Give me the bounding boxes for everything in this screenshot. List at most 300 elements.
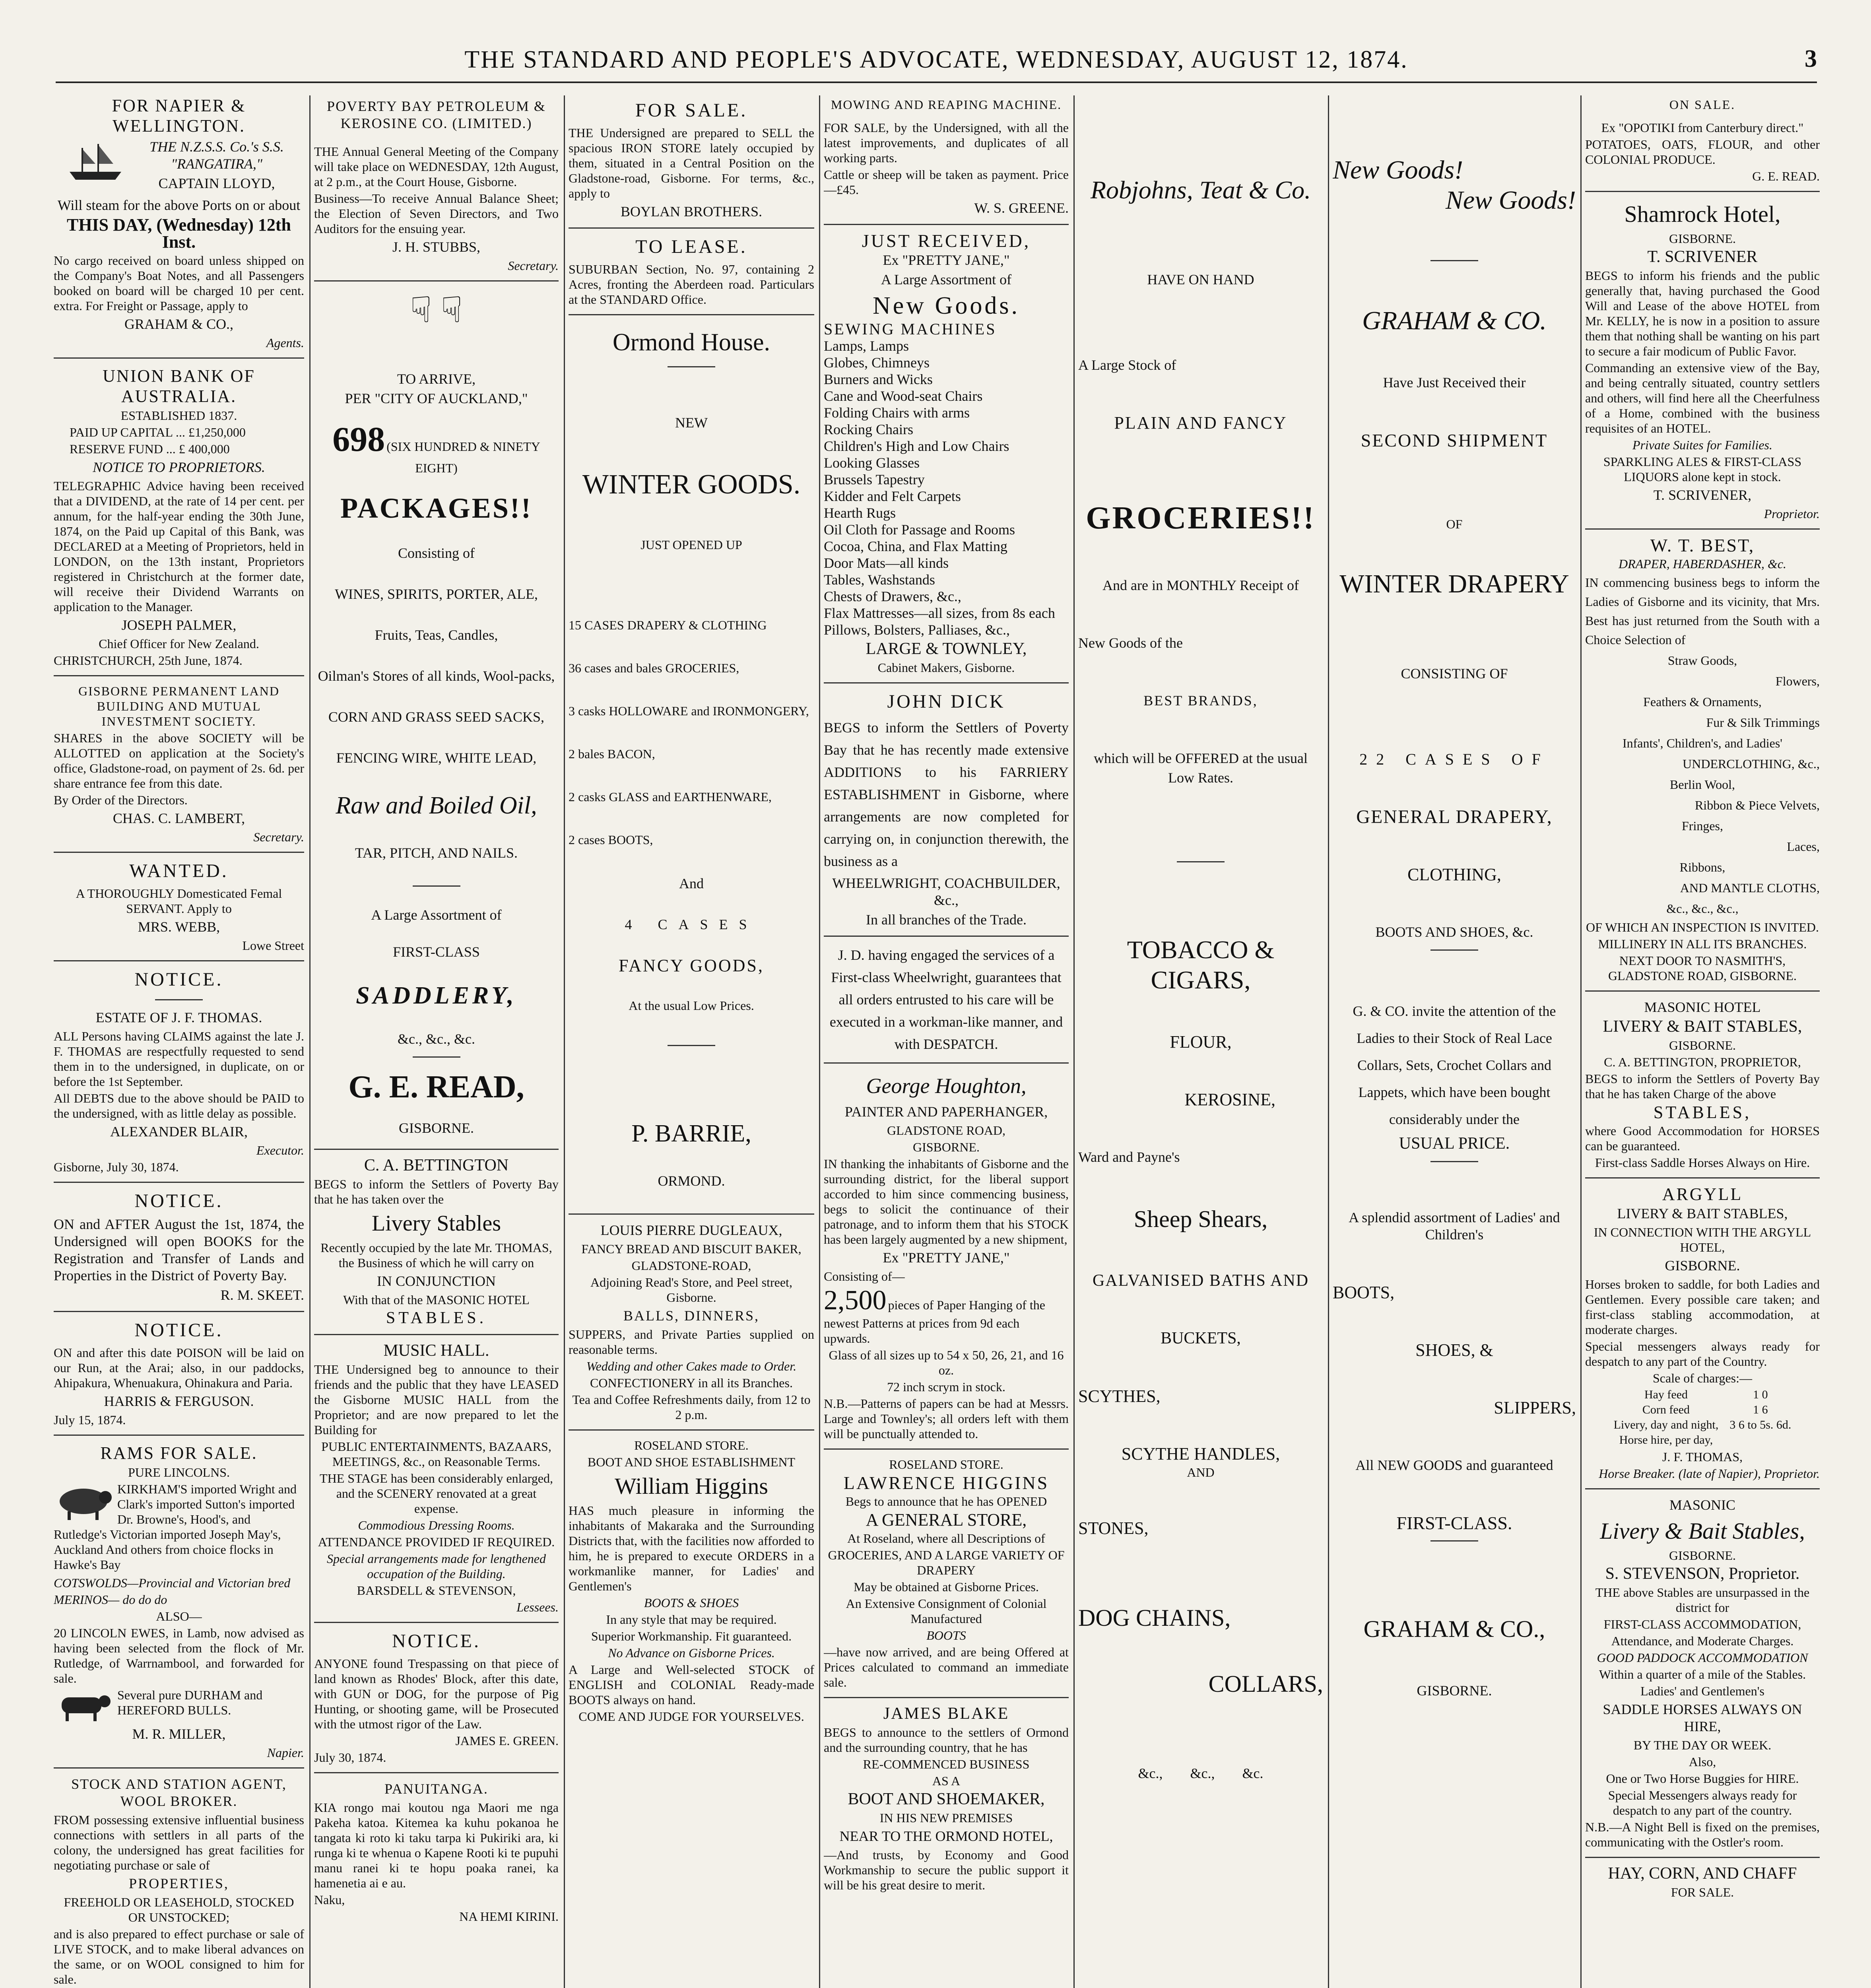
ad-heading: HAY, CORN, AND CHAFF (1608, 1864, 1797, 1883)
ad-body: Commanding an extensive view of the Bay, and being centrally situated, country settlers and others, will find here all the Cheerfulness of a Home, combined with the business requisites of an HOTEL. (1585, 361, 1820, 435)
ad-heading: ROSELAND STORE. (634, 1438, 749, 1452)
ad-role: Chief Officer for New Zealand. (99, 637, 259, 651)
ad-body: Have Just Received their (1383, 375, 1526, 390)
ad-body: With that of the MASONIC HOTEL (343, 1293, 530, 1307)
ad-place: GISBORNE. (912, 1140, 980, 1154)
ad-place: GISBORNE. (1669, 1548, 1736, 1563)
spacer (1333, 1246, 1576, 1281)
pointing-hand-icon: ☟ ☟ (410, 291, 463, 330)
ad-body: POTATOES, OATS, FLOUR, and other COLONIAL PRODUCE. (1585, 137, 1820, 167)
page-number: 3 (1805, 45, 1817, 72)
ad-body: MILLINERY IN ALL ITS BRANCHES. (1598, 937, 1807, 951)
ad-signature: ALEXANDER BLAIR, (110, 1124, 248, 1140)
spacer (1078, 1110, 1323, 1146)
ad-heading: PACKAGES!! (340, 492, 532, 524)
ad-body: —And trusts, by Economy and Good Workmanship to secure the public support it will be his great desire to merit. (824, 1848, 1069, 1892)
ad-item: SADDLERY, (356, 982, 517, 1009)
spacer (1078, 712, 1323, 747)
ad-rams (54, 1443, 304, 1760)
ad-subheading: DRAPER, HABERDASHER, &c. (1618, 557, 1787, 571)
ad-body: And (679, 876, 704, 891)
ad-place: GISBORNE. (1669, 231, 1736, 246)
ad-body: Ex "PRETTY JANE," (883, 252, 1010, 268)
ad-body: BEGS to inform his friends and the public generally that, having purchased the Good Will and Lease of the above HOTEL from Mr. KELLY, he is now in a position to assure them that nothing shall be wanting on his part to secure a fair modicum of Public Favor. (1585, 268, 1820, 358)
divider (824, 1448, 1069, 1450)
ad-heading: JAMES BLAKE (883, 1705, 1009, 1723)
ad-heading: TO LEASE. (635, 236, 747, 257)
ad-signature: T. SCRIVENER (1647, 248, 1758, 266)
ad-body: Ex "OPOTIKI from Canterbury direct." (1601, 120, 1804, 135)
column-6 (1333, 95, 1576, 1988)
ad-body: A Large Assortment of (371, 907, 502, 923)
goods-list-item: Door Mats—all kinds (824, 555, 949, 571)
table-cell (1724, 1433, 1797, 1448)
ad-heading: New Goods! (1333, 155, 1463, 184)
table-cell: 3 6 to 5s. 6d. (1729, 1418, 1791, 1431)
spacer (569, 1055, 814, 1118)
ad-body: May be obtained at Gisborne Prices. (854, 1580, 1039, 1594)
ad-body: A splendid assortment of Ladies' and Children's (1349, 1209, 1560, 1242)
ad-place: Napier. (267, 1745, 304, 1760)
spacer (1078, 995, 1323, 1031)
ship-date: THIS DAY, (Wednesday) 12th Inst. (66, 215, 291, 252)
page-title: THE STANDARD AND PEOPLE'S ADVOCATE, WEDNESDAY, AUGUST 12, 1874. (464, 46, 1408, 73)
spacer (1333, 685, 1576, 748)
ad-body: IN CONNECTION WITH THE ARGYLL HOTEL, (1593, 1225, 1811, 1254)
ad-ormond-house (569, 327, 814, 1190)
ad-body: which will be OFFERED at the usual (1094, 750, 1308, 766)
spacer (1078, 654, 1323, 690)
ad-body: FOR SALE, by the Undersigned, with all the latest improvements, and duplicates of all working parts. (824, 120, 1069, 165)
spacer (1078, 1234, 1323, 1270)
ad-body: Will steam for the above Ports on or about (57, 197, 301, 213)
ad-body: Low Rates. (1168, 770, 1233, 786)
ad-body: Commodious Dressing Rooms. (358, 1518, 515, 1532)
ad-heading: NOTICE. (134, 969, 223, 990)
ad-subheading: FOR SALE. (1671, 1885, 1734, 1899)
goods-list-item: Oil Cloth for Passage and Rooms (824, 522, 1015, 538)
column-rule (1328, 95, 1329, 1988)
ad-body: An Extensive Consignment of Colonial Manufactured (846, 1596, 1047, 1626)
ad-body: A Large Assortment of (881, 272, 1012, 287)
ad-signature: C. A. BETTINGTON, PROPRIETOR, (1604, 1055, 1801, 1069)
goods-list-item: Folding Chairs with arms (824, 405, 970, 421)
ad-role: Cabinet Makers, Gisborne. (877, 660, 1015, 675)
ad-signature: LARGE & TOWNLEY, (866, 640, 1027, 658)
spacer (569, 434, 814, 470)
ad-body: —have now arrived, and are being Offered at Prices calculated to command an immediate sale. (824, 1645, 1069, 1689)
ad-heading: NOTICE. (392, 1631, 481, 1652)
ad-body: HAVE ON HAND (1147, 272, 1254, 287)
ad-body: CONSISTING OF (1401, 666, 1508, 681)
ad-body: USUAL PRICE. (1399, 1134, 1510, 1153)
ad-subheading: PAINTER AND PAPERHANGER, (844, 1104, 1048, 1120)
ad-item: FANCY GOODS, (619, 956, 764, 975)
goods-list-item: Fringes, (1682, 819, 1723, 833)
ad-body: A Large Stock of (1078, 357, 1176, 373)
ad-date: July 30, 1874. (314, 1750, 386, 1765)
ad-role: Agents. (266, 336, 304, 350)
ad-body: SUBURBAN Section, No. 97, containing 2 Acres, fronting the Aberdeen road. Particulars at the STANDARD Office. (569, 262, 814, 307)
ad-role: Secretary. (253, 830, 304, 844)
ad-best-draper (1585, 537, 1820, 983)
divider (569, 227, 814, 229)
ad-body: NEAR TO THE ORMOND HOTEL, (839, 1828, 1053, 1844)
spacer (1078, 1349, 1323, 1385)
goods-list-item: UNDERCLOTHING, &c., (1683, 757, 1820, 771)
spacer (1333, 215, 1576, 251)
ad-body: FROM possessing extensive influential business connections with settlers in all parts of the colony, the undersigned has great facilities for negotiating purchase or sale of (54, 1813, 304, 1872)
ad-body: ON and AFTER August the 1st, 1874, the Undersigned will open BOOKS for the Registration and Transfer of Lands and Properties in the District of Poverty Bay. (54, 1216, 304, 1283)
ad-body: Special Messengers always ready for despatch to any part of the country. (1608, 1788, 1797, 1817)
ad-body: Glass of all sizes up to 54 x 50, 26, 21, and 16 oz. (829, 1348, 1064, 1377)
ad-item: BOOTS, (1333, 1283, 1395, 1302)
ship-name: THE N.Z.S.S. Co.'s S.S. "RANGATIRA," (149, 139, 284, 172)
ad-body: SHARES in the above SOCIETY will be ALLOTTED on application at the Society's office, Gladstone-road, on payment of 2s. 6d. per share entrance fee from this date. (54, 731, 304, 790)
table-cell: Livery, day and night, (1613, 1418, 1719, 1431)
spacer (1333, 394, 1576, 429)
ad-body: A Large and Well-selected STOCK of ENGLISH and COLONIAL Ready-made BOOTS always on hand. (569, 1662, 814, 1707)
goods-list-item: Looking Glasses (824, 455, 920, 471)
ad-shamrock-hotel (1585, 199, 1820, 521)
ad-place: ORMOND. (658, 1173, 725, 1189)
ad-item: COLLARS, (1208, 1671, 1323, 1697)
table-row (1608, 1402, 1797, 1417)
ad-heading: ROSELAND STORE. (889, 1457, 1003, 1472)
ad-heading: New Goods! (1445, 186, 1576, 215)
column-3 (569, 95, 814, 1988)
ad-body: ALL Persons having CLAIMS against the late J. F. THOMAS are respectfully requested to send them in to the undersigned, in duplicate, on or before the 1st September. (54, 1029, 304, 1089)
ad-body: All DEBTS due to the above should be PAID to the undersigned, with as little delay as possible. (54, 1091, 304, 1120)
ad-signature: HARRIS & FERGUSON. (104, 1393, 254, 1409)
ad-subheading: PROPERTIES, (129, 1875, 229, 1891)
divider (314, 1772, 559, 1773)
ad-subheading: STABLES. (386, 1309, 487, 1327)
ad-item: TAR, PITCH, AND NAILS. (355, 845, 518, 861)
ad-body: 72 inch scrym in stock. (887, 1380, 1005, 1394)
ad-item: WINES, SPIRITS, PORTER, ALE, (335, 586, 538, 602)
ad-signature: R. M. SKEET. (220, 1287, 304, 1303)
ad-item: CLOTHING, (1407, 865, 1501, 884)
ad-for-sale (569, 99, 814, 220)
ad-roseland-boots (569, 1438, 814, 1724)
divider (1585, 191, 1820, 192)
spacer (1078, 291, 1323, 354)
divider (1430, 949, 1478, 951)
ad-signature: BOYLAN BROTHERS. (620, 204, 763, 219)
ad-body: Consisting of (398, 545, 475, 561)
goods-list-item: Kidder and Felt Carpets (824, 488, 961, 504)
ad-body: GROCERIES, AND A LARGE VARIETY OF DRAPERY (828, 1548, 1065, 1577)
ad-building-society (54, 683, 304, 845)
package-count-words: (SIX HUNDRED & NINETY EIGHT) (386, 439, 540, 475)
ad-body: G. & CO. invite the attention of the Ladies to their Stock of Real Lace Collars, Sets, Crochet Collars and Lappets, which have been bought considerably under the (1353, 1003, 1556, 1127)
ad-date: Gisborne, July 30, 1874. (54, 1160, 179, 1174)
spacer (1333, 533, 1576, 569)
ad-estate-notice (54, 969, 304, 1175)
spacer (1333, 1550, 1576, 1614)
divider (314, 1622, 559, 1623)
spacer (1333, 1644, 1576, 1680)
ad-body: OF (1446, 517, 1463, 531)
ad-body: First-class Saddle Horses Always on Hire. (1595, 1155, 1810, 1170)
ad-item: SCYTHES, (1078, 1386, 1161, 1406)
ad-body: THE Undersigned are prepared to SELL the spacious IRON STORE lately occupied by them, situated in a Central Position on the Gladstone-road, Gisborne. For terms, &c., apply to (569, 126, 814, 200)
spacer (1078, 539, 1323, 575)
ad-item: SCYTHE HANDLES, (1121, 1444, 1280, 1464)
table-cell: Corn feed (1642, 1403, 1690, 1416)
ad-heading: FOR SALE. (635, 100, 748, 121)
ad-stock-agent (54, 1776, 304, 1988)
ad-heading: POVERTY BAY PETROLEUM & KEROSINE CO. (LIMITED.) (327, 98, 546, 131)
ad-body: pieces of Paper Hanging of the newest Patterns at prices from 9d each upwards. (824, 1298, 1045, 1345)
spacer (569, 554, 814, 590)
divider (824, 682, 1069, 683)
bank-capital: PAID UP CAPITAL ... £1,250,000 (70, 425, 246, 439)
ad-heading: MASONIC (1669, 1497, 1736, 1513)
ship-captain: CAPTAIN LLOYD, (158, 175, 275, 191)
spacer (1333, 1171, 1576, 1207)
ad-body: Tea and Coffee Refreshments daily, from 12 to 2 p.m. (572, 1392, 811, 1422)
ad-body: &c., &c., &c. (398, 1031, 475, 1047)
ad-subheading: WINTER DRAPERY (1339, 569, 1569, 598)
spacer (1078, 871, 1323, 935)
ad-body: Within a quarter of a mile of the Stables. (1599, 1667, 1806, 1681)
ad-subheading: STABLES, (1653, 1103, 1752, 1122)
ad-body: Ex "PRETTY JANE," (883, 1250, 1010, 1266)
table-row (1608, 1387, 1797, 1402)
ad-body: Private Suites for Families. (1632, 438, 1772, 452)
spacer (1078, 596, 1323, 632)
divider (314, 280, 559, 282)
table-row (1608, 1433, 1797, 1448)
ad-signature: W. S. GREENE. (974, 200, 1069, 216)
ad-body: Adjoining Read's Store, and Peel street, Gisborne. (590, 1275, 792, 1305)
ad-body: KIA rongo mai koutou nga Maori me nga Pakeha katoa. Kitemea ka kuhu pokanoa he tangata ki roto ki taku tarpa ki Pukiriki ara, ki runga ki te whenua o Kapene Rooti ki te pupuhi manu ranei ki te hopu poaka ranei, ka hamenetia ai e au. (314, 1800, 559, 1890)
goods-list-item: Pillows, Bolsters, Palliases, &c., (824, 622, 1010, 638)
ad-signature: NA HEMI KIRINI. (459, 1909, 559, 1924)
ad-body: BEGS to announce to the settlers of Ormond and the surrounding country, that he has (824, 1725, 1069, 1755)
ad-john-dick (824, 691, 1069, 1055)
ad-subheading: Livery & Bait Stables, (1600, 1518, 1805, 1544)
divider (54, 960, 304, 961)
ad-skeet-notice (54, 1190, 304, 1304)
goods-list-item: AND MANTLE CLOTHS, (1680, 881, 1820, 895)
ad-heading: RAMS FOR SALE. (100, 1443, 258, 1463)
goods-list-item: Ribbons, (1679, 860, 1725, 874)
goods-list-item: Hearth Rugs (824, 505, 896, 521)
divider (413, 885, 460, 887)
ad-body: N.B.—A Night Bell is fixed on the premises, communicating with the Ostler's room. (1585, 1820, 1820, 1849)
ad-body: and is also prepared to effect purchase or sale of LIVE STOCK, and to make liberal advances on the same, or on WOOL consigned to him for sale. (54, 1927, 304, 1986)
ad-item: Fruits, Teas, Candles, (375, 627, 498, 643)
table-row (1608, 1417, 1797, 1433)
spacer (1333, 959, 1576, 995)
table-cell: Horse hire, per day, (1619, 1433, 1713, 1446)
ad-body: ON and after this date POISON will be laid on our Run, at the Arai; also, in our paddocks, Ahipakura, Whenuakura, Ohinakura and Paria. (54, 1345, 304, 1390)
ad-body: Superior Workmanship. Fit guaranteed. (591, 1629, 792, 1643)
ad-masonic-stables (1585, 1497, 1820, 1850)
divider (824, 936, 1069, 937)
ad-subheading: GROCERIES!! (1086, 501, 1316, 536)
ad-signature: MRS. WEBB, (138, 919, 220, 935)
ad-signature: JAMES E. GREEN. (455, 1734, 559, 1748)
divider (824, 1697, 1069, 1698)
ad-robjohns (1078, 95, 1323, 1782)
ad-item: BOOTS AND SHOES, &c. (1375, 924, 1533, 940)
divider (54, 1435, 304, 1436)
divider (1585, 1177, 1820, 1178)
ad-subheading: BOOT AND SHOE ESTABLISHMENT (587, 1455, 796, 1469)
spacer (1078, 1168, 1323, 1204)
column-rule (309, 95, 311, 1988)
ad-body: SPARKLING ALES & FIRST-CLASS LIQUORS alone kept in stock. (1603, 454, 1802, 484)
ad-to-lease (569, 236, 814, 307)
ad-body: Attendance, and Moderate Charges. (1611, 1634, 1794, 1648)
ad-body: PLAIN AND FANCY (1114, 413, 1287, 433)
ad-item: BUCKETS, (1161, 1329, 1241, 1347)
ad-body: IN commencing business begs to inform the Ladies of Gisborne and its vicinity, that Mrs. Best has just returned from the South with a Choice Selection of (1585, 575, 1820, 647)
goods-list-item: Tables, Washstands (824, 572, 935, 588)
ad-signature: M. R. MILLER, (132, 1726, 226, 1742)
ad-heading: JUST RECEIVED, (862, 231, 1031, 251)
ad-body: BEGS to inform the Settlers of Poverty Bay that he has recently made extensive ADDITIONS to his FARRIERY ESTABLISHMENT in Gisborne, where arrangements are now completed for carrying on, in conjunction therewith, the business as a (824, 720, 1069, 869)
ad-body: FIRST-CLASS ACCOMMODATION, (1603, 1617, 1801, 1631)
spacer (1078, 376, 1323, 412)
ad-subheading: SECOND SHIPMENT (1361, 430, 1548, 450)
divider (1585, 1857, 1820, 1858)
ad-heading: STOCK AND STATION AGENT, WOOL BROKER. (71, 1776, 287, 1809)
ad-item: KEROSINE, (1184, 1090, 1275, 1109)
ad-body: Several pure DURHAM and HEREFORD BULLS. (117, 1688, 263, 1717)
ad-signature: G. E. READ. (1752, 169, 1820, 183)
ad-body: SADDLE HORSES ALWAYS ON HIRE, (1603, 1701, 1802, 1734)
ad-shipping (54, 95, 304, 350)
column-1 (54, 95, 304, 1988)
spacer (1078, 1053, 1323, 1089)
ad-roseland-store (824, 1457, 1069, 1690)
ad-heading: ARGYLL (1662, 1184, 1743, 1204)
ad-signature: CHAS. C. LAMBERT, (113, 810, 245, 826)
spacer (1078, 1633, 1323, 1669)
spacer (1333, 1419, 1576, 1454)
ad-trespass-notice (314, 1630, 559, 1765)
ad-role: Proprietor. (1764, 507, 1820, 521)
ad-item: TOBACCO & CIGARS, (1127, 936, 1275, 994)
divider (314, 1149, 559, 1150)
ad-signature: S. STEVENSON, Proprietor. (1605, 1565, 1800, 1583)
ad-body: HAS much pleasure in informing the inhabitants of Makaraka and the Surrounding Districts that, with the facilities now afforded to him, he is prepared to execute ORDERS in a workmanlike manner, for Ladies' and Gentlemen's (569, 1503, 814, 1593)
ad-dugleaux (569, 1222, 814, 1422)
ad-body: SUPPERS, and Private Parties supplied on reasonable terms. (569, 1327, 814, 1357)
goods-list-item: Fur & Silk Trimmings (1706, 715, 1820, 730)
ad-wanted (54, 860, 304, 953)
ad-item: 3 casks HOLLOWARE and IRONMONGERY, (569, 704, 809, 718)
ad-body: BY THE DAY OR WEEK. (1633, 1738, 1772, 1752)
spacer (1333, 270, 1576, 306)
ad-place: GISBORNE. (1417, 1683, 1492, 1699)
ad-body: where Good Accommodation for HORSES can be guaranteed. (1585, 1124, 1820, 1153)
spacer (314, 332, 559, 368)
goods-list-item: Chests of Drawers, &c., (824, 588, 961, 604)
ad-item: FENCING WIRE, WHITE LEAD, (336, 750, 537, 766)
ad-heading: Robjohns, Teat & Co. (1090, 176, 1311, 204)
ad-body: No cargo received on board unless shipped on the Company's Boat Notes, and all Passengers booked on board will be charged 10 per cent. extra. For Freight or Passage, apply to (54, 253, 304, 313)
ad-body: ANYONE found Trespassing on that piece of land known as Rhodes' Block, after this date, with GUN or DOG, for the purpose of Pig Hunting, or shooting game, will be Prosecuted with the utmost rigor of the Law. (314, 1656, 559, 1731)
goods-list-item: Berlin Wool, (1670, 777, 1735, 792)
table-cell: Hay feed (1644, 1388, 1688, 1401)
spacer (1078, 789, 1323, 852)
ad-heading: GISBORNE PERMANENT LAND BUILDING AND MUTUAL INVESTMENT SOCIETY. (78, 684, 279, 728)
ad-body: Horses broken to saddle, for both Ladies and Gentlemen. Every possible care taken; and first-class stabling accommodation, at moderate charges. (1585, 1277, 1820, 1337)
spacer (1333, 1361, 1576, 1397)
ad-body: COTSWOLDS—Provincial and Victorian bred (54, 1576, 291, 1590)
goods-list-item: Globes, Chimneys (824, 355, 930, 371)
ad-body: IN HIS NEW PREMISES (879, 1811, 1013, 1825)
ad-heading: Ormond House. (612, 329, 771, 356)
ad-subheading: LIVERY & BAIT STABLES, (1617, 1206, 1788, 1221)
column-rule (1580, 95, 1582, 1988)
ad-item: SLIPPERS, (1494, 1398, 1576, 1417)
ad-subheading: BALLS, DINNERS, (623, 1308, 760, 1324)
bull-icon (54, 1687, 113, 1723)
ad-body: Business—To receive Annual Balance Sheet; the Election of Seven Directors, and Two Auditors for the ensuing year. (314, 191, 559, 236)
ad-body: New Goods of the (1078, 635, 1183, 651)
goods-list-item: Cocoa, China, and Flax Matting (824, 538, 1007, 554)
ad-item: GENERAL DRAPERY, (1356, 806, 1553, 827)
ad-item: Raw and Boiled Oil, (336, 792, 537, 819)
ad-body: AND (1187, 1465, 1215, 1479)
spacer (1078, 1699, 1323, 1763)
ad-signature: GRAHAM & CO., (124, 316, 234, 332)
ad-heading: PANUITANGA. (384, 1781, 488, 1797)
bank-reserve: RESERVE FUND ... £ 400,000 (70, 442, 230, 456)
ad-address: GLADSTONE ROAD, (887, 1123, 1006, 1138)
ad-body: FIRST-CLASS (393, 944, 480, 960)
ad-body: Cattle or sheep will be taken as payment. Price—£45. (824, 167, 1069, 197)
goods-list-item: Infants', Children's, and Ladies' (1622, 736, 1783, 750)
ad-heading: LOUIS PIERRE DUGLEAUX, (600, 1222, 782, 1238)
ad-role: Horse Breaker. (late of Napier), Proprietor. (1599, 1466, 1820, 1481)
ad-address: Lowe Street (242, 938, 304, 953)
goods-list-item: Burners and Wicks (824, 371, 933, 387)
divider (54, 357, 304, 359)
spacer (1078, 434, 1323, 497)
ad-body: WHEELWRIGHT, COACHBUILDER, &c., (832, 875, 1060, 908)
ad-body: Recently occupied by the late Mr. THOMAS, the Business of which he will carry on (320, 1241, 552, 1270)
ad-subheading: NOTICE TO PROPRIETORS. (93, 459, 265, 475)
ad-body: Consisting of— (824, 1269, 905, 1283)
ad-heading: NOTICE. (134, 1190, 223, 1211)
ad-body: FREEHOLD OR LEASEHOLD, STOCKED OR UNSTOCKED; (64, 1895, 294, 1924)
ad-body: 20 LINCOLN EWES, in Lamb, now advised as having been selected from the flock of Mr. Rutledge, of Warrnambool, and forwarded for sale. (54, 1626, 304, 1685)
divider (1430, 1540, 1478, 1541)
ad-just-received (824, 232, 1069, 675)
goods-list-item: Cane and Wood-seat Chairs (824, 388, 983, 404)
ad-heading: JOHN DICK (887, 691, 1005, 712)
column-7 (1585, 95, 1820, 1988)
spacer (569, 500, 814, 536)
divider (1585, 990, 1820, 992)
ad-body: At the usual Low Prices. (629, 998, 754, 1013)
ad-body: THE Undersigned beg to announce to their friends and the public that they have LEASED the Gisborne MUSIC HALL from the Proprietor; and are now prepared to let the Building for (314, 1362, 559, 1437)
ad-heading: NOTICE. (134, 1320, 223, 1341)
ad-signature: LAWRENCE HIGGINS (843, 1473, 1049, 1493)
spacer (1333, 770, 1576, 806)
ad-heading: UNION BANK OF AUSTRALIA. (103, 366, 255, 406)
ad-body: N.B.—Patterns of papers can be had at Messrs. Large and Townley's; all orders left with them will be punctually attended to. (824, 1396, 1069, 1441)
ad-heading: ON SALE. (1669, 97, 1736, 112)
